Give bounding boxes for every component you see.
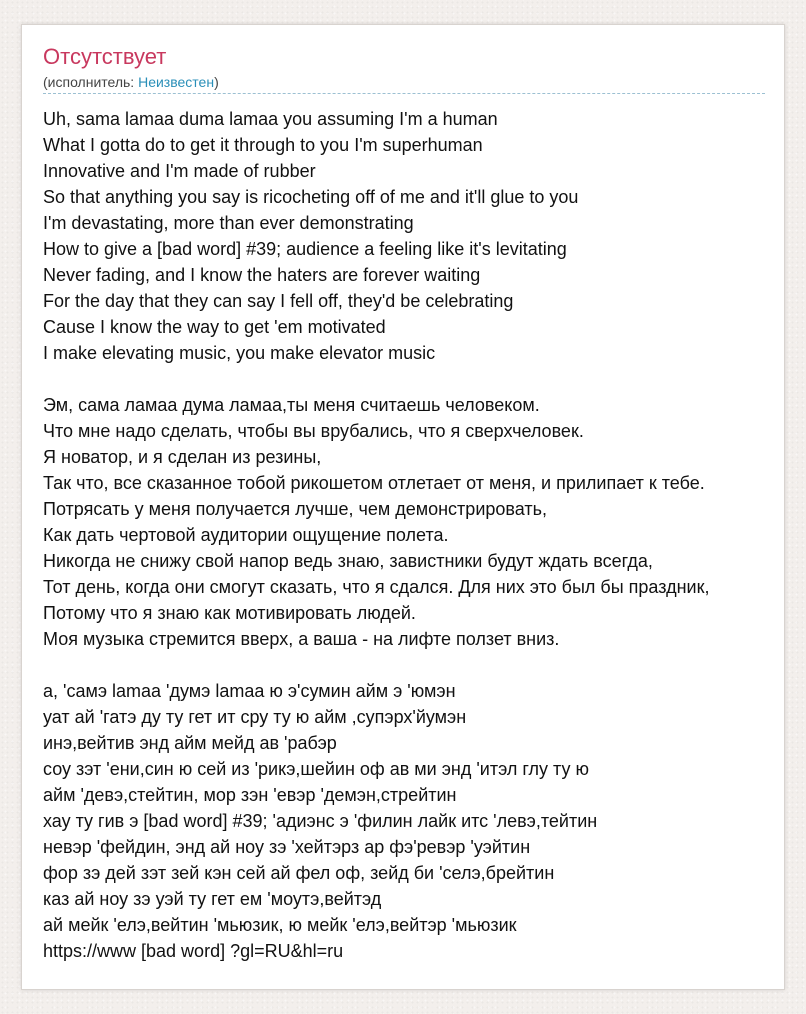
lyric-line: соу зэт 'ени,син ю сей из 'рикэ,шейин оф ав ми энд 'итэл глу ту ю [43,759,589,779]
lyric-line: I make elevating music, you make elevator music [43,343,436,363]
lyric-line: How to give a [bad word] #39; audience a feeling like it's levitating [43,239,567,259]
lyrics-stanza [43,106,806,366]
lyric-line: Эм, сама ламаа дума ламаа,ты меня считаешь человеком. [43,395,540,415]
lyrics-stanza [43,678,806,964]
lyrics-body [43,106,806,964]
lyrics-stanza [43,392,806,652]
lyric-line: Я новатор, и я сделан из резины, [43,447,322,467]
song-title: Отсутствует [43,44,167,69]
artist-suffix: ) [214,74,219,90]
lyric-line: Как дать чертовой аудитории ощущение полета. [43,525,449,545]
lyric-line: ай мейк 'елэ,вейтин 'мьюзик, ю мейк 'елэ,вейтэр 'мьюзик [43,915,517,935]
artist-prefix: (исполнитель: [43,74,139,90]
lyric-line: Innovative and I'm made of rubber [43,161,316,181]
artist-link[interactable]: Неизвестен [138,74,215,90]
lyric-line: What I gotta do to get it through to you I'm superhuman [43,135,483,155]
lyric-line: хау ту гив э [bad word] #39; 'адиэнс э 'филин лайк итс 'левэ,тейтин [43,811,598,831]
lyric-line: Потому что я знаю как мотивировать людей. [43,603,416,623]
artist-line [43,74,219,90]
lyric-line: Так что, все сказанное тобой рикошетом отлетает от меня, и прилипает к тебе. [43,473,705,493]
lyric-line: Uh, sama lamaa duma lamaa you assuming I'm a human [43,109,498,129]
lyric-line: https://www [bad word] ?gl=RU&hl=ru [43,941,344,961]
title-divider [43,93,765,94]
lyrics-card [21,24,785,990]
lyric-line: уат ай 'гатэ ду ту гет ит сру ту ю айм ,супэрх'йумэн [43,707,467,727]
lyric-line: For the day that they can say I fell off, they'd be celebrating [43,291,514,311]
lyric-line: I'm devastating, more than ever demonstrating [43,213,414,233]
lyric-line: Тот день, когда они смогут сказать, что я сдался. Для них это был бы праздник, [43,577,710,597]
lyric-line: So that anything you say is ricocheting off of me and it'll glue to you [43,187,579,207]
lyric-line: Никогда не снижу свой напор ведь знаю, завистники будут ждать всегда, [43,551,653,571]
lyric-line: айм 'девэ,стейтин, мор зэн 'евэр 'демэн,стрейтин [43,785,457,805]
lyric-line: Что мне надо сделать, чтобы вы врубались, что я сверхчеловек. [43,421,584,441]
lyric-line: Моя музыка стремится вверх, а ваша - на лифте ползет вниз. [43,629,560,649]
lyric-line: невэр 'фейдин, энд ай ноу зэ 'хейтэрз ар фэ'ревэр 'уэйтин [43,837,531,857]
lyric-line: Cause I know the way to get 'em motivated [43,317,386,337]
lyric-line: Потрясать у меня получается лучше, чем демонстрировать, [43,499,547,519]
lyric-line: каз ай ноу зэ уэй ту гет ем 'моутэ,вейтэд [43,889,382,909]
lyric-line: фор зэ дей зэт зей кэн сей ай фел оф, зейд би 'селэ,брейтин [43,863,555,883]
lyric-line: Never fading, and I know the haters are forever waiting [43,265,481,285]
lyric-line: инэ,вейтив энд айм мейд ав 'рабэр [43,733,337,753]
lyric-line: а, 'самэ lamaa 'думэ lamaa ю э'сумин айм э 'юмэн [43,681,456,701]
